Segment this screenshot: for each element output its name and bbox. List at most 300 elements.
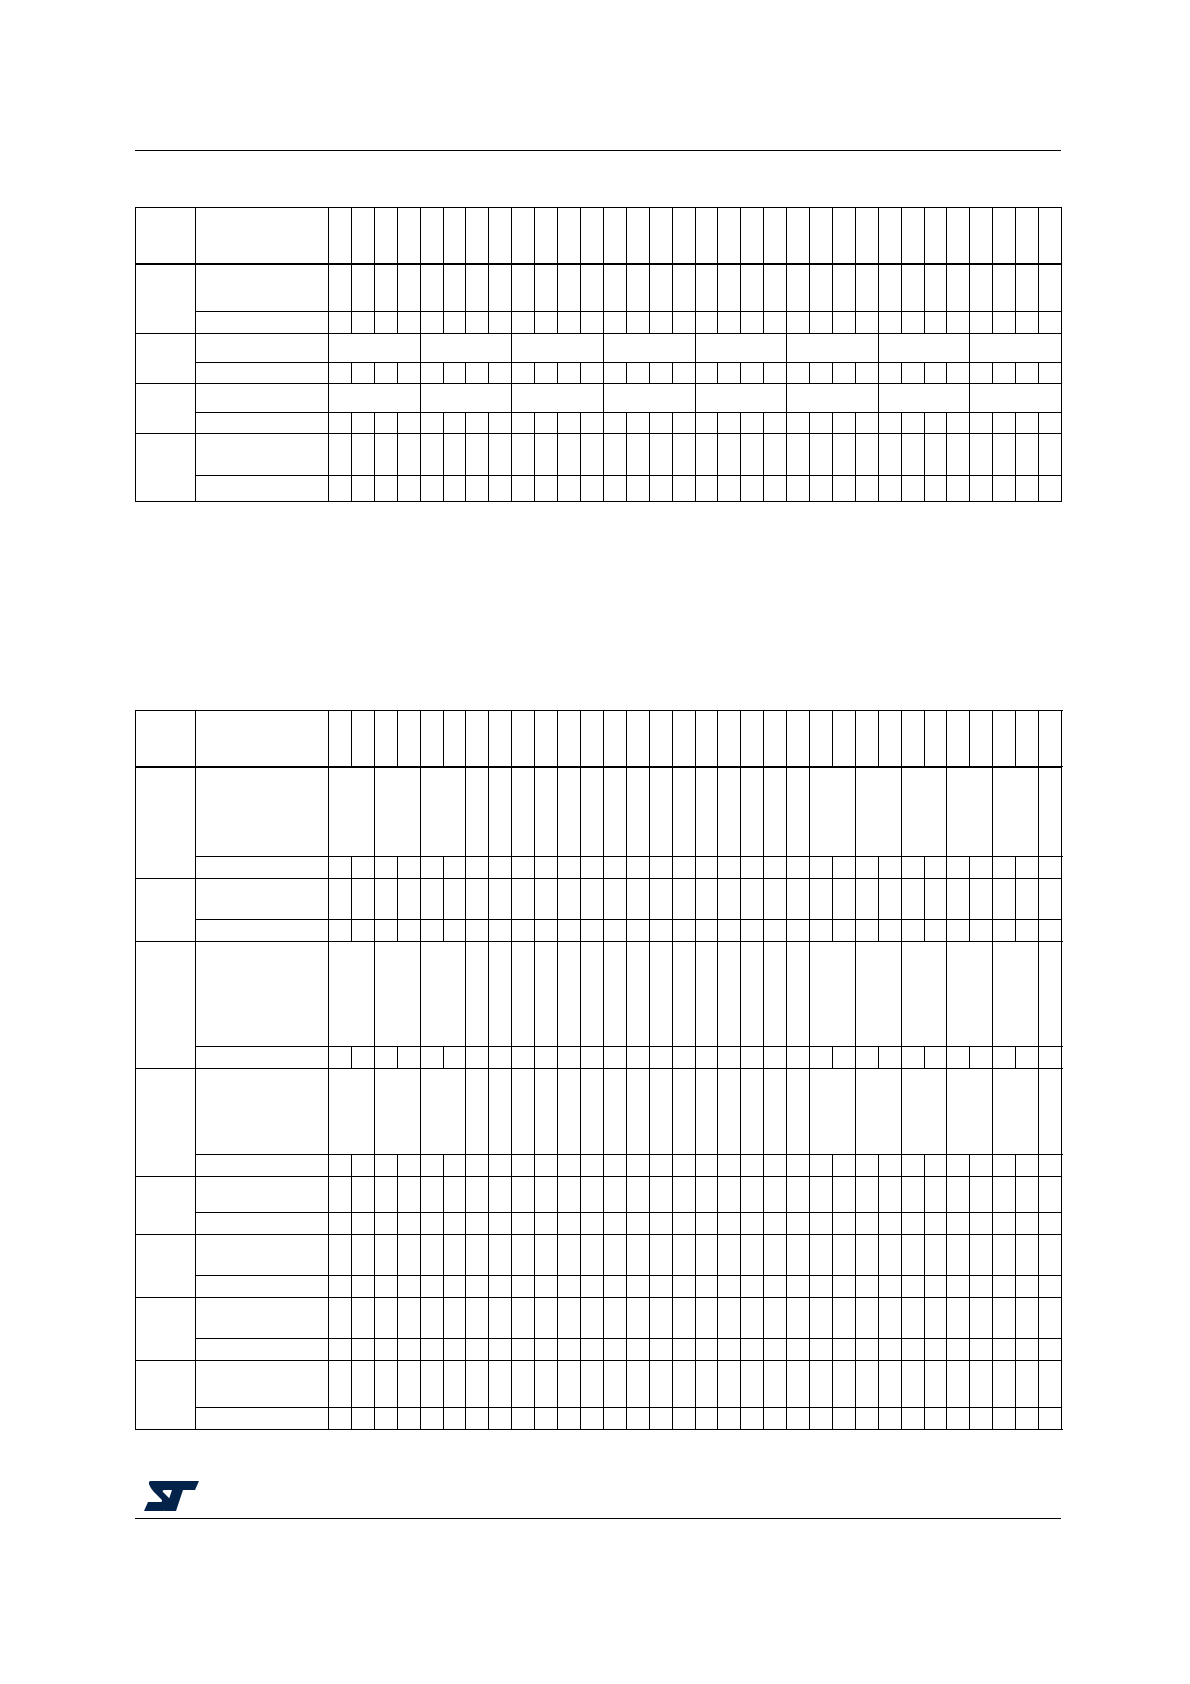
bit-cell [993,1276,1016,1298]
bit-cell [374,312,397,334]
bit-cell [535,476,558,502]
bit-cell [535,942,558,1047]
bit-cell [695,1276,718,1298]
bit-cell [558,1276,581,1298]
bit-cell [832,1408,855,1430]
bit-cell [626,1276,649,1298]
bit-cell [443,1408,466,1430]
bit-field-cell [970,384,1062,413]
bit-field-cell [810,1069,856,1155]
bit-cell [764,363,787,384]
bit-cell [924,1339,947,1361]
bit-cell [878,1408,901,1430]
bit-cell [626,1047,649,1069]
bit-cell [970,363,993,384]
bit-cell [626,363,649,384]
bit-cell [466,1339,489,1361]
bit-cell [787,312,810,334]
bit-cell [787,476,810,502]
bit-cell [672,1408,695,1430]
offset-cell [136,384,196,434]
bit-cell [718,208,741,264]
bit-cell [810,264,833,312]
bit-cell [1039,920,1062,942]
bit-cell [535,1155,558,1177]
bit-cell [374,413,397,434]
bit-cell [351,711,374,767]
bit-cell [558,476,581,502]
bit-cell [695,312,718,334]
offset-cell [136,767,196,879]
bit-cell [466,767,489,857]
bit-cell [672,1155,695,1177]
bit-cell [832,476,855,502]
bit-cell [443,711,466,767]
bit-cell [718,1069,741,1155]
reset-label-cell [196,1408,329,1430]
bit-cell [512,1298,535,1339]
bit-cell [374,208,397,264]
bit-cell [443,1298,466,1339]
bit-cell [649,1213,672,1235]
bit-cell [443,413,466,434]
bit-cell [649,879,672,920]
bit-cell [901,711,924,767]
bit-cell [901,879,924,920]
bit-cell [580,1339,603,1361]
bit-cell [535,1235,558,1276]
bit-cell [351,920,374,942]
bit-cell [947,1155,970,1177]
bit-cell [878,476,901,502]
bit-cell [558,711,581,767]
bit-cell [626,1177,649,1213]
bit-cell [672,413,695,434]
bit-cell [580,1276,603,1298]
bit-cell [558,920,581,942]
bit-cell [970,208,993,264]
reset-label-cell [196,1047,329,1069]
bit-field-cell [374,942,420,1047]
bit-cell [1016,1047,1039,1069]
bit-cell [993,711,1016,767]
bit-cell [489,1047,512,1069]
bit-cell [901,363,924,384]
bit-cell [535,1213,558,1235]
bit-cell [580,1155,603,1177]
bit-cell [741,1155,764,1177]
bit-cell [993,1177,1016,1213]
bit-cell [558,1069,581,1155]
bit-cell [924,1298,947,1339]
bit-cell [878,1339,901,1361]
bit-cell [535,1339,558,1361]
bit-cell [855,312,878,334]
bit-cell [420,1213,443,1235]
bit-cell [329,264,352,312]
bit-cell [649,920,672,942]
bit-cell [695,857,718,879]
bit-cell [718,767,741,857]
bit-cell [947,312,970,334]
bit-cell [603,434,626,476]
bit-cell [1039,1339,1062,1361]
bit-cell [489,920,512,942]
bit-cell [695,1155,718,1177]
bit-cell [901,1339,924,1361]
bit-cell [489,413,512,434]
bit-cell [626,857,649,879]
bit-cell [649,1155,672,1177]
bit-cell [718,1361,741,1408]
bit-cell [855,1339,878,1361]
bit-cell [718,857,741,879]
bit-cell [741,1361,764,1408]
bit-cell [626,312,649,334]
bit-cell [649,363,672,384]
bit-cell [603,1155,626,1177]
bit-cell [970,1047,993,1069]
bit-cell [649,1276,672,1298]
bit-cell [580,767,603,857]
bit-cell [603,767,626,857]
register-row [136,264,1062,312]
bit-cell [329,1408,352,1430]
bit-cell [603,1298,626,1339]
bit-cell [1039,1276,1062,1298]
bit-cell [603,920,626,942]
bit-cell [649,1298,672,1339]
reset-value-row [136,413,1062,434]
bit-cell [718,942,741,1047]
bit-cell [374,363,397,384]
offset-cell [136,942,196,1069]
header-rule [135,150,1061,151]
bit-cell [764,1361,787,1408]
bit-cell [695,1069,718,1155]
bit-cell [649,1047,672,1069]
bit-cell [672,476,695,502]
bit-cell [535,879,558,920]
bit-cell [695,208,718,264]
bit-cell [489,208,512,264]
bit-cell [558,942,581,1047]
bit-cell [420,1155,443,1177]
bit-cell [970,1298,993,1339]
bit-cell [1016,476,1039,502]
bit-cell [993,1339,1016,1361]
table-header-row [136,208,1062,264]
bit-cell [993,434,1016,476]
bit-cell [810,363,833,384]
bit-cell [672,1047,695,1069]
bit-cell [420,711,443,767]
bit-cell [924,1235,947,1276]
bit-cell [397,363,420,384]
bit-cell [420,413,443,434]
bit-field-cell [1039,942,1062,1047]
bit-cell [878,879,901,920]
register-name-cell [196,942,329,1047]
bit-cell [970,1408,993,1430]
bit-cell [489,1213,512,1235]
bit-cell [901,1361,924,1408]
offset-cell [136,879,196,942]
bit-cell [351,1339,374,1361]
bit-cell [1016,1298,1039,1339]
bit-cell [649,942,672,1047]
bit-cell [741,1213,764,1235]
bit-cell [901,434,924,476]
bit-cell [832,434,855,476]
bit-cell [329,434,352,476]
bit-cell [810,857,833,879]
bit-cell [512,879,535,920]
bit-cell [397,1177,420,1213]
bit-cell [374,1047,397,1069]
bit-cell [741,1276,764,1298]
bit-cell [512,264,535,312]
bit-cell [420,1361,443,1408]
bit-cell [787,1213,810,1235]
bit-cell [580,264,603,312]
bit-cell [1039,208,1062,264]
bit-cell [695,1047,718,1069]
bit-cell [787,857,810,879]
bit-cell [649,208,672,264]
bit-cell [901,1155,924,1177]
bit-cell [855,879,878,920]
bit-cell [466,1235,489,1276]
offset-cell [136,1235,196,1298]
bit-cell [489,942,512,1047]
bit-cell [466,1276,489,1298]
bit-cell [489,1069,512,1155]
bit-field-cell [855,1069,901,1155]
bit-cell [947,711,970,767]
bit-cell [626,767,649,857]
bit-cell [695,434,718,476]
bit-cell [741,1408,764,1430]
bit-cell [626,1069,649,1155]
register-row [136,1298,1062,1339]
bit-cell [512,1047,535,1069]
bit-field-cell [855,942,901,1047]
register-name-cell [196,434,329,476]
bit-cell [329,1339,352,1361]
reset-label-cell [196,1276,329,1298]
bit-cell [397,1361,420,1408]
bit-cell [466,857,489,879]
bit-cell [535,1298,558,1339]
bit-cell [901,1213,924,1235]
register-row [136,1235,1062,1276]
bit-cell [1039,1177,1062,1213]
bit-cell [1016,1276,1039,1298]
bit-cell [329,1177,352,1213]
bit-cell [855,1235,878,1276]
register-name-cell [196,711,329,767]
bit-cell [443,1177,466,1213]
bit-cell [787,711,810,767]
bit-cell [764,1339,787,1361]
bit-cell [672,264,695,312]
bit-cell [466,1069,489,1155]
bit-cell [603,879,626,920]
bit-cell [420,1339,443,1361]
bit-cell [718,476,741,502]
bit-cell [993,920,1016,942]
bit-cell [672,920,695,942]
bit-cell [787,1361,810,1408]
bit-cell [1016,1408,1039,1430]
table-header-row [136,711,1062,767]
bit-cell [374,879,397,920]
register-row [136,1177,1062,1213]
bit-cell [924,1155,947,1177]
bit-cell [351,434,374,476]
bit-cell [901,476,924,502]
bit-field-cell [993,767,1039,857]
bit-cell [672,208,695,264]
bit-cell [489,1276,512,1298]
bit-cell [580,1361,603,1408]
bit-cell [764,1213,787,1235]
bit-cell [535,1361,558,1408]
bit-cell [695,1339,718,1361]
bit-cell [1039,1235,1062,1276]
bit-cell [855,1361,878,1408]
bit-cell [695,1361,718,1408]
bit-cell [443,920,466,942]
reset-value-row [136,312,1062,334]
bit-cell [512,1361,535,1408]
bit-cell [535,363,558,384]
bit-cell [810,434,833,476]
bit-cell [512,857,535,879]
bit-cell [741,711,764,767]
bit-cell [443,363,466,384]
offset-cell [136,264,196,334]
bit-cell [970,857,993,879]
bit-cell [558,1235,581,1276]
bit-cell [626,1235,649,1276]
bit-cell [787,1069,810,1155]
bit-cell [924,434,947,476]
bit-cell [787,434,810,476]
bit-cell [832,711,855,767]
bit-cell [810,1155,833,1177]
bit-cell [695,879,718,920]
bit-cell [832,1235,855,1276]
bit-field-cell [947,942,993,1047]
offset-cell [136,1177,196,1235]
bit-cell [420,264,443,312]
reset-label-cell [196,1155,329,1177]
bit-cell [832,312,855,334]
bit-cell [466,879,489,920]
bit-cell [535,413,558,434]
bit-cell [1016,1155,1039,1177]
bit-cell [832,879,855,920]
bit-cell [901,1047,924,1069]
bit-cell [924,476,947,502]
bit-cell [626,942,649,1047]
bit-cell [535,264,558,312]
bit-cell [580,1298,603,1339]
reset-label-cell [196,363,329,384]
bit-cell [466,1408,489,1430]
bit-cell [329,1235,352,1276]
register-name-cell [196,384,329,413]
bit-cell [466,1155,489,1177]
bit-cell [626,434,649,476]
register-row [136,1361,1062,1408]
bit-cell [878,1298,901,1339]
bit-cell [580,1235,603,1276]
bit-cell [535,1177,558,1213]
bit-cell [993,476,1016,502]
bit-cell [787,264,810,312]
bit-cell [351,476,374,502]
bit-cell [1016,1213,1039,1235]
bit-cell [580,363,603,384]
bit-cell [329,1298,352,1339]
bit-cell [672,1235,695,1276]
bit-cell [787,208,810,264]
bit-cell [558,1213,581,1235]
bit-cell [649,1339,672,1361]
bit-cell [718,1177,741,1213]
bit-cell [512,312,535,334]
bit-cell [1039,312,1062,334]
reset-label-cell [196,920,329,942]
register-row [136,434,1062,476]
bit-cell [1016,363,1039,384]
bit-cell [329,208,352,264]
bit-cell [832,1155,855,1177]
bit-cell [947,363,970,384]
bit-cell [970,1213,993,1235]
bit-cell [558,1408,581,1430]
bit-field-cell [420,384,512,413]
bit-cell [558,264,581,312]
bit-cell [535,767,558,857]
bit-cell [810,1408,833,1430]
bit-cell [489,1298,512,1339]
bit-cell [1016,208,1039,264]
bit-cell [489,1155,512,1177]
bit-field-cell [810,942,856,1047]
bit-cell [787,413,810,434]
bit-cell [832,1339,855,1361]
bit-cell [878,1047,901,1069]
bit-cell [764,1298,787,1339]
bit-cell [855,1298,878,1339]
bit-cell [810,1339,833,1361]
bit-cell [374,920,397,942]
bit-cell [420,1047,443,1069]
bit-cell [855,413,878,434]
bit-cell [718,1408,741,1430]
bit-cell [580,1408,603,1430]
reset-label-cell [196,1213,329,1235]
bit-cell [351,879,374,920]
bit-cell [695,413,718,434]
bit-cell [329,312,352,334]
reset-value-row [136,1155,1062,1177]
bit-cell [1039,1047,1062,1069]
